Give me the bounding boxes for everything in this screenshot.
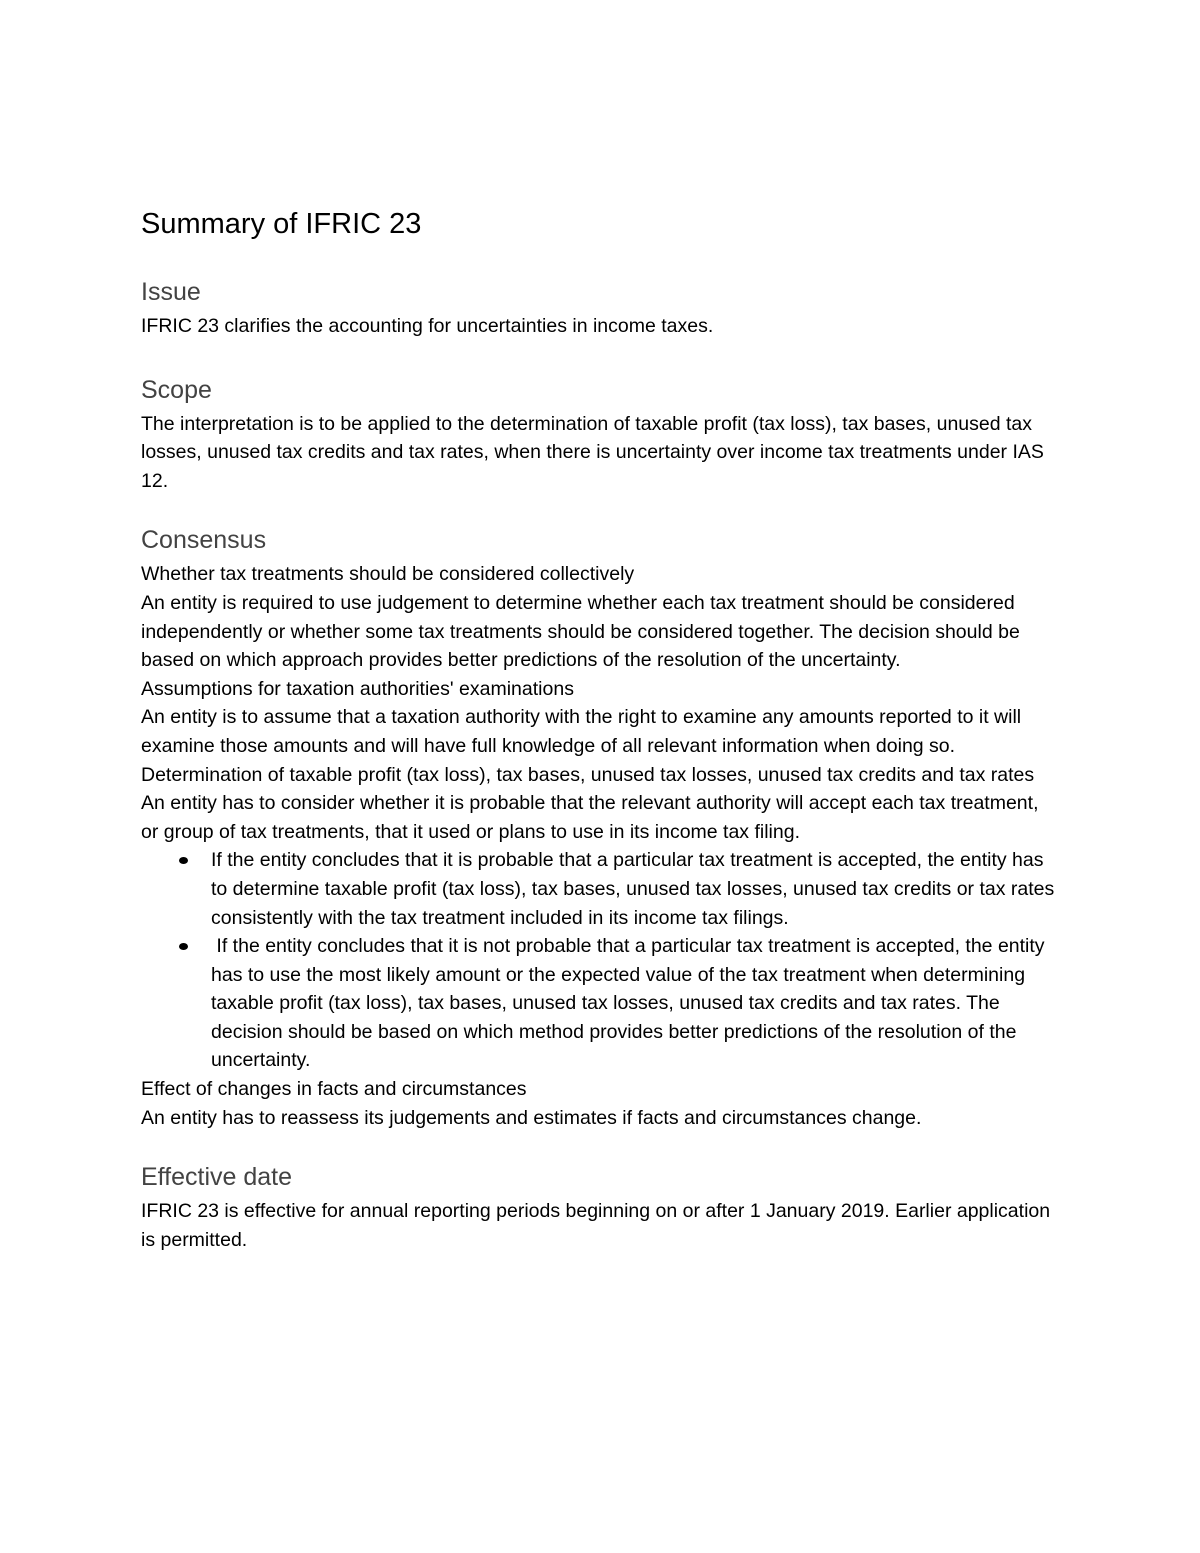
consensus-heading: Consensus: [141, 526, 267, 555]
consensus-bullet-list: [141, 846, 1061, 1075]
consensus-subheading-changes: Effect of changes in facts and circumstances: [141, 1078, 527, 1101]
scope-heading: Scope: [141, 375, 212, 404]
bullet-icon: [179, 943, 188, 950]
list-item: [211, 846, 1061, 932]
document-page: [141, 205, 1061, 1254]
section-consensus: [141, 524, 1061, 1132]
consensus-body-changes: An entity has to reassess its judgements and estimates if facts and circumstances change.: [141, 1106, 922, 1129]
document-title: Summary of IFRIC 23: [141, 208, 422, 240]
consensus-subheading-determination: Determination of taxable profit (tax loss), tax bases, unused tax losses, unused tax credits and tax rates: [141, 763, 1035, 786]
issue-heading: Issue: [141, 278, 201, 306]
effective-date-body: IFRIC 23 is effective for annual reporting periods beginning on or after 1 January 2019. Earlier application is permitted.: [141, 1200, 1051, 1251]
consensus-body-determination: An entity has to consider whether it is probable that the relevant authority will accept each tax treatment, or group of tax treatments, that it used or plans to use in its income tax filing.: [141, 792, 1039, 843]
scope-body: The interpretation is to be applied to the determination of taxable profit (tax loss), tax bases, unused tax losses, unused tax credits and tax rates, when there is uncertainty over income tax treatments under IAS 12.: [141, 412, 1044, 492]
issue-body: IFRIC 23 clarifies the accounting for uncertainties in income taxes.: [141, 315, 714, 337]
consensus-body-assumptions: An entity is to assume that a taxation authority with the right to examine any amounts reported to it will examine those amounts and will have full knowledge of all relevant information when doing so.: [141, 706, 1022, 757]
effective-date-heading: Effective date: [141, 1163, 293, 1192]
list-item: [211, 932, 1061, 1075]
consensus-body-collective: An entity is required to use judgement to determine whether each tax treatment should be considered independently or whether some tax treatments should be considered together. The decision should be based on which approach provides better predictions of the resolution of the uncertainty.: [141, 591, 1020, 672]
consensus-subheading-collective: Whether tax treatments should be considered collectively: [141, 563, 635, 586]
bullet-text: If the entity concludes that it is probable that a particular tax treatment is accepted, the entity has to determine taxable profit (tax loss), tax bases, unused tax losses, unused tax credits or tax rates consistently with the tax treatment included in its income tax filings.: [211, 849, 1055, 929]
section-issue: [141, 276, 1061, 341]
section-scope: [141, 374, 1061, 496]
bullet-text: If the entity concludes that it is not probable that a particular tax treatment is accepted, the entity has to use the most likely amount or the expected value of the tax treatment when determining taxable profit (tax loss), tax bases, unused tax losses, unused tax credits and tax rates. The decision should be based on which method provides better predictions of the resolution of the uncertainty.: [211, 935, 1050, 1072]
section-effective-date: [141, 1161, 1061, 1254]
bullet-icon: [179, 857, 188, 864]
consensus-subheading-assumptions: Assumptions for taxation authorities' examinations: [141, 677, 574, 700]
